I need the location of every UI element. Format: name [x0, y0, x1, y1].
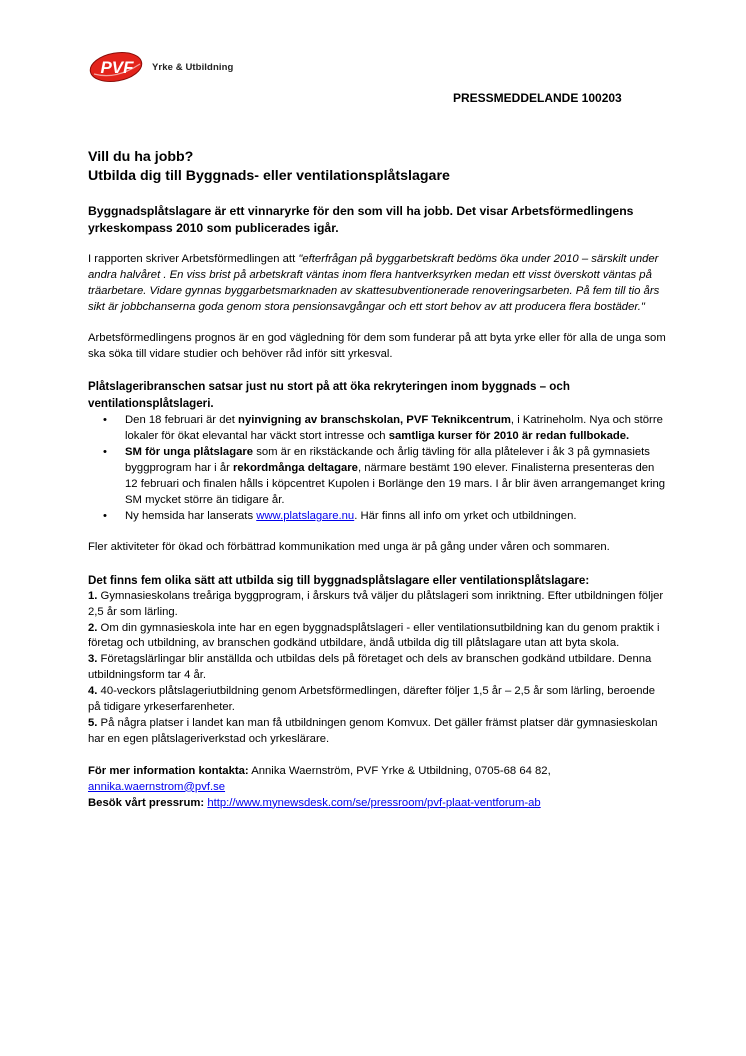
list-item	[125, 445, 668, 509]
contact-email-link[interactable]: annika.waernstrom@pvf.se	[88, 780, 226, 793]
list-item	[88, 652, 668, 684]
list-item	[88, 589, 668, 621]
bullet-bold: SM för unga plåtslagare	[125, 446, 254, 459]
bullet-bold: samtliga kurser för 2010 är redan fullbokade.	[388, 430, 630, 443]
way-text: Om din gymnasieskola inte har en egen byggnadsplåtslageri - eller ventilationsutbildning kan du genom praktik i företag och utbildning, av branschen godkänd utbildare, ändå utbilda dig till plåtslagare utan att byta skola.	[88, 621, 660, 650]
way-text: 40-veckors plåtslageriutbildning genom Arbetsförmedlingen, därefter följer 1,5 år – 2,5 år som lärling, beroende på tidigare yrkeserfarenheter.	[88, 685, 656, 714]
website-link[interactable]: www.platslagare.nu	[256, 509, 355, 522]
title-line-1: Vill du ha jobb?	[88, 149, 194, 165]
way-number: 4.	[88, 685, 98, 698]
list-item	[88, 621, 668, 653]
activities-paragraph: Fler aktiviteter för ökad och förbättrad kommunikation med unga är på gång under våren och sommaren.	[88, 540, 610, 553]
recruitment-heading: Plåtslageribranschen satsar just nu stort på att öka rekryteringen inom byggnads – och ventilationsplåtslageri.	[88, 380, 570, 411]
list-item	[125, 413, 668, 445]
bullet-bold: nyinvigning av branschskolan, PVF Teknikcentrum	[238, 414, 511, 427]
bullet-text: Den 18 februari är det	[125, 414, 239, 427]
bullet-text: som är en rikstäckande och årlig tävling för alla plåtelever i åk 3 på gymnasiets byggprogram har i år	[125, 446, 650, 475]
bullet-text: . Här finns all info om yrket och utbildningen.	[354, 509, 577, 522]
bullet-bold: rekordmånga deltagare	[233, 462, 358, 475]
report-intro: I rapporten skriver Arbetsförmedlingen att	[88, 253, 299, 265]
logo-name: Yrke & Utbildning	[152, 61, 234, 73]
pvf-logo-icon	[88, 50, 146, 84]
bullet-text: Ny hemsida har lanserats	[125, 509, 257, 522]
lead-paragraph: Byggnadsplåtslagare är ett vinnaryrke för den som vill ha jobb. Det visar Arbetsförmedlingens yrkeskompass 2010 som publicerades igår.	[88, 204, 634, 235]
bullet-list	[88, 413, 668, 524]
svg-text:PVF: PVF	[100, 58, 134, 77]
report-paragraph	[88, 252, 668, 316]
education-ways-list	[88, 589, 668, 748]
bullet-text: , i Katrineholm. Nya och större lokaler för ökat elevantal har väckt stort intresse och	[125, 414, 663, 443]
list-item	[125, 509, 668, 525]
way-number: 2.	[88, 621, 98, 634]
way-text: Gymnasieskolans treåriga byggprogram, i årskurs två väljer du plåtslageri som inriktning. Efter utbildningen följer 2,5 år som lärling.	[88, 589, 664, 618]
title-line-2: Utbilda dig till Byggnads- eller ventilationsplåtslagare	[88, 168, 450, 184]
pvf-logo	[88, 50, 233, 84]
pressroom-label: Besök vårt pressrum:	[88, 796, 205, 809]
way-number: 1.	[88, 589, 98, 602]
forecast-paragraph: Arbetsförmedlingens prognos är en god vägledning för dem som funderar på att byta yrke eller för alla de unga som ska söka till vidare studier och behöver råd inför sitt yrkesval.	[88, 331, 666, 360]
list-item	[88, 684, 668, 716]
contact-paragraph	[88, 764, 668, 812]
bullet-text: , närmare bestämt 190 elever. Finalisterna presenteras den 12 februari och finalen hålls i köpcentret Kupolen i Borlänge den 19 mars. I år blir även arrangemanget kring SM mycket större än tidigare år.	[125, 462, 666, 506]
page-title	[88, 148, 668, 186]
press-release-label: PRESSMEDDELANDE 100203	[453, 91, 622, 105]
way-text: Företagslärlingar blir anställda och utbildas dels på företaget och dels av branschen godkänd utbildare. Denna utbildningsform tar 4 år.	[88, 653, 652, 682]
way-text: På några platser i landet kan man få utbildningen genom Komvux. Det gäller främst platser där gymnasieskolan har en egen plåtslageriverkstad och yrkeslärare.	[88, 716, 658, 745]
way-number: 3.	[88, 653, 98, 666]
body-content	[88, 148, 668, 811]
contact-text: Annika Waernström, PVF Yrke & Utbildning, 0705-68 64 82,	[248, 764, 551, 777]
contact-label: För mer information kontakta:	[88, 764, 249, 777]
way-number: 5.	[88, 716, 98, 729]
education-heading: Det finns fem olika sätt att utbilda sig till byggnadsplåtslagare eller ventilationsplåtslagare:	[88, 573, 590, 587]
pressroom-link[interactable]: http://www.mynewsdesk.com/se/pressroom/pvf-plaat-ventforum-ab	[207, 796, 541, 809]
report-quote: "efterfrågan på byggarbetskraft bedöms öka under 2010 – särskilt under andra halvåret . En viss brist på arbetskraft väntas inom flera hantverksyrken medan ett visst överskott väntas på träarbetare. Vidare gynnas byggarbetsmarknaden av skattesubventionerade renoveringsarbeten. På fem till tio års sikt är jobbchanserna goda genom stora pensionsavgångar och ett stort behov av att producera flera bostäder."	[88, 253, 660, 313]
list-item	[88, 716, 668, 748]
